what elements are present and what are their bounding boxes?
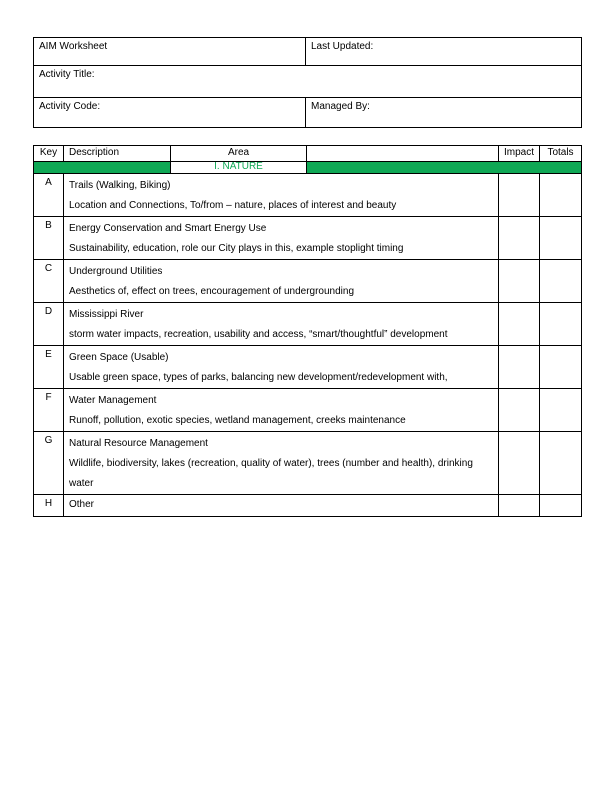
row-detail: Aesthetics of, effect on trees, encouragement of undergrounding [69, 286, 354, 297]
table-row-e [34, 346, 582, 389]
last-updated-label: Last Updated: [311, 41, 374, 52]
row-description [64, 174, 499, 217]
managed-by-cell[interactable] [306, 98, 582, 128]
row-totals-cell [540, 389, 582, 432]
row-detail: Usable green space, types of parks, balancing new development/redevelopment with, [69, 372, 448, 383]
row-key: C [34, 260, 64, 303]
row-title: Green Space (Usable) [69, 352, 169, 363]
table-row-d [34, 303, 582, 346]
row-description [64, 389, 499, 432]
activity-title-label: Activity Title: [39, 69, 95, 80]
row-totals-cell [540, 432, 582, 495]
activity-code-label: Activity Code: [39, 101, 101, 112]
col-header-description: Description [64, 146, 171, 162]
row-key: A [34, 174, 64, 217]
col-header-totals: Totals [540, 146, 582, 162]
row-totals-cell [540, 260, 582, 303]
row-description [64, 303, 499, 346]
table-row-g [34, 432, 582, 495]
row-title: Other [69, 499, 95, 510]
row-key: B [34, 217, 64, 260]
table-header-row [34, 146, 582, 162]
table-row-b [34, 217, 582, 260]
col-header-area: Area [171, 146, 307, 162]
activity-code-cell[interactable] [34, 98, 306, 128]
aim-worksheet-cell[interactable] [34, 38, 306, 66]
section-fill-right [307, 162, 582, 174]
row-key: E [34, 346, 64, 389]
aim-worksheet-label: AIM Worksheet [39, 41, 108, 52]
activity-title-cell[interactable] [34, 66, 582, 98]
row-title: Energy Conservation and Smart Energy Use [69, 223, 267, 234]
row-key: D [34, 303, 64, 346]
section-row-nature [34, 162, 582, 174]
row-key: F [34, 389, 64, 432]
row-detail: storm water impacts, recreation, usability and access, “smart/thoughtful” development [69, 329, 448, 340]
col-header-blank [307, 146, 499, 162]
row-impact-cell[interactable] [499, 217, 540, 260]
table-row-c [34, 260, 582, 303]
row-totals-cell [540, 174, 582, 217]
row-description [64, 346, 499, 389]
row-impact-cell[interactable] [499, 389, 540, 432]
row-impact-cell[interactable] [499, 174, 540, 217]
row-impact-cell[interactable] [499, 260, 540, 303]
row-totals-cell [540, 303, 582, 346]
worksheet-info-table [33, 37, 582, 128]
row-detail: Location and Connections, To/from – nature, places of interest and beauty [69, 200, 397, 211]
managed-by-label: Managed By: [311, 101, 370, 112]
row-title: Water Management [69, 395, 157, 406]
row-description [64, 217, 499, 260]
row-impact-cell[interactable] [499, 495, 540, 517]
row-totals-cell [540, 346, 582, 389]
section-fill-left [34, 162, 171, 174]
row-impact-cell[interactable] [499, 432, 540, 495]
section-title: I. NATURE [171, 162, 307, 174]
row-detail: Runoff, pollution, exotic species, wetland management, creeks maintenance [69, 415, 406, 426]
col-header-impact: Impact [499, 146, 540, 162]
row-description [64, 260, 499, 303]
row-detail: Sustainability, education, role our City plays in this, example stoplight timing [69, 243, 404, 254]
table-row-a [34, 174, 582, 217]
row-totals-cell[interactable] [540, 495, 582, 517]
row-detail: Wildlife, biodiversity, lakes (recreation, quality of water), trees (number and health), drinking water [69, 458, 473, 489]
row-title: Underground Utilities [69, 266, 163, 277]
table-row-h [34, 495, 582, 517]
row-title: Natural Resource Management [69, 438, 208, 449]
row-key: G [34, 432, 64, 495]
row-key: H [34, 495, 64, 517]
row-impact-cell[interactable] [499, 346, 540, 389]
row-description [64, 495, 499, 517]
table-row-f [34, 389, 582, 432]
row-description [64, 432, 499, 495]
row-title: Mississippi River [69, 309, 144, 320]
row-impact-cell[interactable] [499, 303, 540, 346]
col-header-key: Key [34, 146, 64, 162]
row-totals-cell [540, 217, 582, 260]
last-updated-cell[interactable] [306, 38, 582, 66]
row-title: Trails (Walking, Biking) [69, 180, 171, 191]
nature-worksheet-table [33, 145, 582, 517]
